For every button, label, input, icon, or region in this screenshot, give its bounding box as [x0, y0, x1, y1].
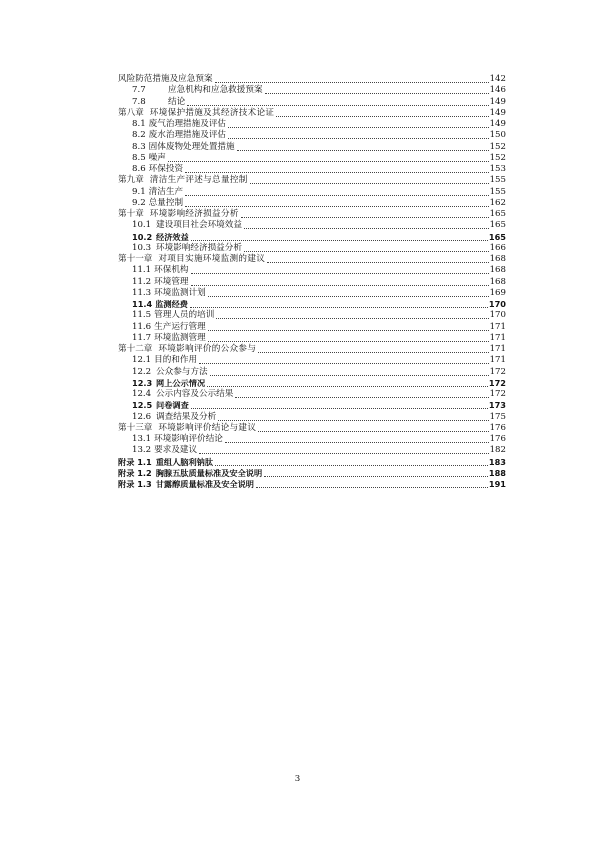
toc-leader-dots — [185, 195, 489, 196]
toc-entry-number: 11.5 — [132, 310, 152, 321]
toc-entry-page: 171 — [489, 355, 506, 366]
toc-entry-title: 网上公示情况 — [156, 377, 206, 388]
toc-entry-page: 165 — [488, 231, 506, 242]
toc-entry-number: 第十二章 — [118, 344, 153, 354]
toc-entry-title: 废水治理措施及评估 — [148, 130, 227, 141]
toc-entry[interactable] — [132, 118, 506, 130]
toc-entry-title: 管理人员的培训 — [154, 310, 215, 321]
toc-entry-number: 13.1 — [132, 434, 152, 444]
toc-entry-title: 结论 — [168, 96, 186, 107]
toc-entry-page: 162 — [489, 197, 506, 208]
toc-entry-title: 经济效益 — [156, 231, 189, 242]
toc-leader-dots — [244, 228, 489, 229]
toc-entry-number: 12.2 — [132, 366, 152, 377]
toc-leader-dots — [191, 285, 489, 286]
toc-entry[interactable] — [132, 399, 506, 411]
toc-entry-page: 149 — [489, 96, 506, 107]
toc-entry-page: 142 — [489, 74, 506, 84]
toc-entry-page: 173 — [488, 400, 506, 411]
toc-entry-page: 152 — [489, 152, 506, 163]
toc-entry-number: 12.1 — [132, 355, 152, 366]
toc-entry-title: 环境影响经济损益分析 — [149, 209, 239, 219]
toc-entry[interactable] — [132, 332, 506, 344]
toc-entry-title: 环境影响评价的公众参与 — [158, 344, 257, 354]
toc-entry-title: 问卷调查 — [156, 400, 189, 411]
toc-entry-number: 12.6 — [132, 411, 152, 422]
toc-entry-title: 甘露醇质量标准及安全说明 — [155, 479, 254, 489]
toc-leader-dots — [250, 183, 489, 184]
toc-entry[interactable] — [132, 377, 506, 389]
toc-entry-page: 166 — [489, 242, 506, 253]
toc-entry-number: 13.2 — [132, 445, 152, 456]
toc-entry[interactable] — [132, 264, 506, 276]
toc-entry[interactable] — [132, 197, 506, 209]
toc-entry-page: 153 — [489, 164, 506, 174]
toc-leader-dots — [244, 251, 489, 252]
toc-entry[interactable] — [132, 354, 506, 366]
toc-entry-title: 环境监测管理 — [154, 332, 206, 343]
toc-entry-page: 152 — [489, 141, 506, 152]
toc-entry-page: 188 — [488, 467, 506, 478]
toc-entry-number: 附录 1.1 — [118, 456, 152, 467]
toc-entry-page: 171 — [489, 321, 506, 332]
toc-leader-dots — [199, 363, 488, 364]
toc-entry-title: 建设项目社会环境效益 — [156, 220, 242, 231]
toc-leader-dots — [199, 453, 488, 454]
toc-entry-page: 149 — [489, 119, 506, 129]
toc-entry-page: 172 — [489, 389, 506, 399]
toc-entry[interactable] — [132, 219, 506, 231]
toc-entry[interactable] — [132, 287, 506, 299]
toc-leader-dots — [228, 127, 489, 128]
toc-entry-number: 9.1 — [132, 186, 146, 197]
toc-entry-title: 监测经费 — [155, 299, 188, 309]
toc-entry-number: 8.5 — [132, 152, 146, 163]
toc-entry[interactable] — [132, 84, 506, 96]
toc-entry-page: 150 — [489, 130, 506, 141]
toc-entry[interactable] — [118, 107, 506, 119]
toc-entry[interactable] — [118, 208, 506, 220]
toc-entry[interactable] — [132, 411, 506, 423]
toc-entry[interactable] — [118, 73, 506, 85]
toc-entry-page: 172 — [489, 366, 506, 377]
toc-entry-title: 环境影响经济损益分析 — [156, 242, 242, 253]
toc-entry-title: 胸腺五肽质量标准及安全说明 — [155, 467, 263, 478]
toc-entry-page: 169 — [489, 287, 506, 298]
toc-entry[interactable] — [118, 253, 506, 265]
toc-leader-dots — [225, 442, 489, 443]
toc-entry-number: 11.2 — [132, 276, 152, 287]
toc-leader-dots — [218, 420, 488, 421]
toc-entry-title: 环境影响评价结论与建议 — [158, 422, 257, 433]
toc-entry-title: 目的和作用 — [154, 355, 198, 366]
toc-leader-dots — [185, 172, 489, 173]
toc-entry-number: 8.3 — [132, 141, 146, 152]
toc-entry-title: 噪声 — [148, 152, 166, 163]
toc-entry-title: 清洁生产 — [148, 186, 184, 197]
toc-entry-number: 9.2 — [132, 197, 146, 208]
toc-entry-number: 第九章 — [118, 175, 144, 186]
toc-entry-page: 191 — [488, 479, 506, 489]
toc-entry-title: 环保机构 — [154, 265, 189, 276]
toc-entry[interactable] — [132, 444, 506, 456]
toc-entry-title: 环境管理 — [154, 276, 189, 287]
toc-entry[interactable] — [132, 298, 506, 310]
toc-leader-dots — [258, 352, 488, 353]
toc-entry-title: 废气治理措施及评估 — [148, 119, 227, 129]
toc-entry[interactable] — [132, 186, 506, 198]
toc-leader-dots — [237, 150, 489, 151]
toc-entry-number: 11.1 — [132, 265, 152, 276]
toc-entry-number: 8.1 — [132, 119, 146, 129]
toc-entry-title: 环境影响评价结论 — [154, 434, 223, 444]
toc-leader-dots — [210, 375, 489, 376]
toc-entry[interactable] — [118, 343, 506, 355]
toc-entry[interactable] — [132, 96, 506, 108]
toc-entry-title: 要求及建议 — [154, 445, 198, 456]
toc-leader-dots — [241, 217, 489, 218]
toc-entry-page: 168 — [489, 265, 506, 276]
toc-entry[interactable] — [132, 433, 506, 445]
toc-leader-dots — [185, 206, 489, 207]
page-number: 3 — [294, 774, 301, 784]
toc-entry-title: 清洁生产评述与总量控制 — [149, 175, 248, 186]
toc-entry-title: 环保投资 — [148, 164, 184, 174]
toc-entry-number: 10.3 — [132, 242, 152, 253]
toc-leader-dots — [256, 487, 488, 488]
toc-entry-number: 11.4 — [132, 299, 153, 309]
toc-entry[interactable] — [132, 309, 506, 321]
toc-entry-page: 155 — [489, 186, 506, 197]
toc-leader-dots — [228, 138, 489, 139]
toc-entry-page: 172 — [488, 377, 506, 388]
toc-entry[interactable] — [132, 388, 506, 400]
toc-entry[interactable] — [118, 174, 506, 186]
toc-entry-title: 重组人脑利钠肽 — [155, 456, 214, 467]
toc-leader-dots — [258, 431, 488, 432]
toc-entry-title: 调查结果及分析 — [156, 411, 217, 422]
toc-entry-number: 12.3 — [132, 377, 153, 388]
toc-entry-number: 11.7 — [132, 332, 152, 343]
toc-entry-number: 附录 1.2 — [118, 467, 152, 478]
toc-entry[interactable] — [132, 276, 506, 288]
toc-entry-number: 10.1 — [132, 220, 152, 231]
toc-leader-dots — [190, 307, 488, 308]
toc-leader-dots — [265, 93, 489, 94]
toc-entry-page: 171 — [489, 332, 506, 343]
toc-leader-dots — [187, 105, 488, 106]
toc-entry-number: 7.7 — [132, 85, 146, 96]
toc-entry-page: 165 — [489, 220, 506, 231]
toc-leader-dots — [191, 240, 488, 241]
toc-entry[interactable] — [132, 242, 506, 254]
toc-entry[interactable] — [118, 422, 506, 434]
toc-entry-page: 146 — [489, 85, 506, 96]
toc-entry-number: 11.3 — [132, 287, 152, 298]
toc-entry-page: 176 — [489, 434, 506, 444]
toc-entry-number: 10.2 — [132, 231, 153, 242]
toc-entry-page: 168 — [489, 276, 506, 287]
toc-leader-dots — [235, 397, 488, 398]
toc-entry-title: 环境监测计划 — [154, 287, 206, 298]
toc-entry-number: 8.2 — [132, 130, 146, 141]
toc-entry-number: 12.4 — [132, 389, 152, 399]
toc-leader-dots — [267, 262, 488, 263]
toc-entry-page: 165 — [489, 209, 506, 219]
toc-entry-page: 168 — [489, 254, 506, 264]
toc-leader-dots — [191, 273, 489, 274]
toc-entry-title: 环境保护措施及其经济技术论证 — [149, 107, 275, 118]
toc-entry-number: 第十一章 — [118, 254, 153, 264]
toc-entry-page: 171 — [489, 344, 506, 354]
toc-entry[interactable] — [118, 467, 506, 479]
toc-entry[interactable] — [132, 366, 506, 378]
toc-entry-title: 风险防范措施及应急预案 — [118, 74, 213, 84]
toc-entry-title: 公众参与方法 — [156, 366, 208, 377]
toc-entry-title: 应急机构和应急救援预案 — [168, 85, 263, 96]
toc-leader-dots — [207, 386, 488, 387]
toc-entry-title: 总量控制 — [148, 197, 184, 208]
toc-leader-dots — [208, 296, 489, 297]
toc-entry[interactable] — [132, 321, 506, 333]
toc-entry-page: 170 — [488, 299, 506, 309]
toc-entry-number: 8.6 — [132, 164, 146, 174]
toc-entry[interactable] — [132, 129, 506, 141]
toc-leader-dots — [191, 408, 488, 409]
toc-leader-dots — [208, 341, 489, 342]
toc-leader-dots — [215, 82, 489, 83]
toc-entry[interactable] — [118, 478, 506, 490]
toc-entry-number: 第八章 — [118, 107, 144, 118]
toc-entry[interactable] — [132, 152, 506, 164]
toc-entry-number: 第十三章 — [118, 422, 153, 433]
toc-entry-title: 生产运行管理 — [154, 321, 206, 332]
toc-entry[interactable] — [132, 163, 506, 175]
toc-leader-dots — [215, 465, 488, 466]
toc-entry-number: 12.5 — [132, 400, 153, 411]
toc-entry[interactable] — [132, 141, 506, 153]
toc-entry[interactable] — [132, 231, 506, 243]
toc-entry-title: 公示内容及公示结果 — [156, 389, 234, 399]
toc-leader-dots — [216, 318, 488, 319]
toc-leader-dots — [276, 116, 488, 117]
toc-entry[interactable] — [118, 456, 506, 468]
toc-entry-page: 175 — [489, 411, 506, 422]
toc-leader-dots — [264, 476, 488, 477]
toc-entry-page: 155 — [489, 175, 506, 186]
toc-entry-page: 183 — [488, 456, 506, 467]
toc-leader-dots — [168, 161, 489, 162]
toc-entry-page: 176 — [489, 422, 506, 433]
toc-leader-dots — [208, 330, 489, 331]
toc-entry-page: 170 — [489, 310, 506, 321]
toc-entry-page: 149 — [489, 107, 506, 118]
toc-entry-title: 固体废物处理处置措施 — [148, 141, 235, 152]
toc-entry-title: 对项目实施环境监测的建议 — [158, 254, 266, 264]
toc-entry-page: 182 — [489, 445, 506, 456]
toc-entry-number: 11.6 — [132, 321, 152, 332]
toc-entry-number: 附录 1.3 — [118, 479, 152, 489]
toc-entry-number: 第十章 — [118, 209, 144, 219]
toc-entry-number: 7.8 — [132, 96, 146, 107]
